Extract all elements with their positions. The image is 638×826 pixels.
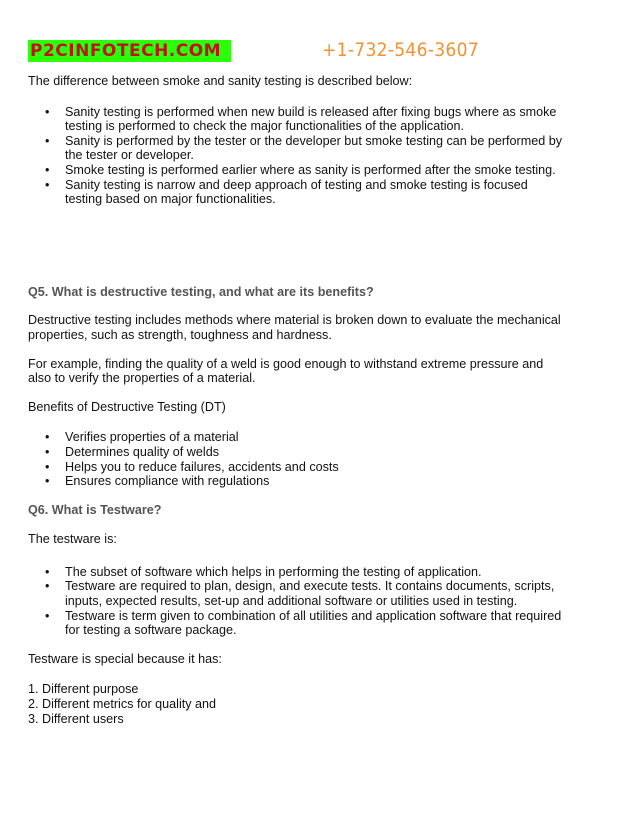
- numbered-item: 2. Different metrics for quality and: [28, 697, 217, 712]
- q5-benefits-list: [28, 430, 568, 488]
- list-item: • Testware is term given to combination of all utilities and application software that required for testing a software package.: [28, 609, 568, 638]
- numbered-item: 3. Different users: [28, 711, 124, 726]
- q6-heading: Q6. What is Testware?: [28, 502, 162, 517]
- q5-paragraph-1: Destructive testing includes methods where material is broken down to evaluate the mechanical properties, such as strength, toughness and hardness.: [28, 313, 561, 342]
- list-item: • The subset of software which helps in performing the testing of application.: [28, 565, 568, 580]
- list-item: • Sanity is performed by the tester or the developer but smoke testing can be performed by the tester or developer.: [28, 134, 568, 163]
- list-item: • Smoke testing is performed earlier where as sanity is performed after the smoke testing.: [28, 163, 568, 178]
- smoke-sanity-intro: The difference between smoke and sanity testing is described below:: [28, 74, 413, 88]
- q5-benefits-title: Benefits of Destructive Testing (DT): [28, 399, 226, 414]
- document-body: [28, 74, 568, 726]
- page-header: [28, 40, 618, 64]
- q5-heading: Q5. What is destructive testing, and what are its benefits?: [28, 284, 374, 299]
- q5-paragraph-2: For example, finding the quality of a weld is good enough to withstand extreme pressure and also to verify the properties of a material.: [28, 356, 544, 386]
- list-item: • Determines quality of welds: [28, 445, 568, 460]
- list-item: • Sanity testing is narrow and deep approach of testing and smoke testing is focused testing based on major functionalities.: [28, 178, 568, 207]
- q6-intro: The testware is:: [28, 532, 117, 547]
- list-item: • Ensures compliance with regulations: [28, 474, 568, 489]
- q6-testware-list: [28, 565, 568, 638]
- list-item: • Sanity testing is performed when new build is released after fixing bugs where as smoke testing is performed to check the major functionalities of the application.: [28, 105, 568, 134]
- phone-number[interactable]: +1-732-546-3607: [322, 39, 479, 61]
- brand-logo[interactable]: P2CINFOTECH.COM: [28, 40, 231, 62]
- list-item: • Helps you to reduce failures, accidents and costs: [28, 460, 568, 475]
- q6-special-list: [28, 682, 568, 726]
- list-item: • Verifies properties of a material: [28, 430, 568, 445]
- q6-special-intro: Testware is special because it has:: [28, 651, 222, 666]
- smoke-sanity-list: [28, 105, 568, 207]
- numbered-item: 1. Different purpose: [28, 682, 139, 697]
- list-item: • Testware are required to plan, design, and execute tests. It contains documents, scripts, inputs, expected results, set-up and additional software or utilities used in testing.: [28, 579, 568, 608]
